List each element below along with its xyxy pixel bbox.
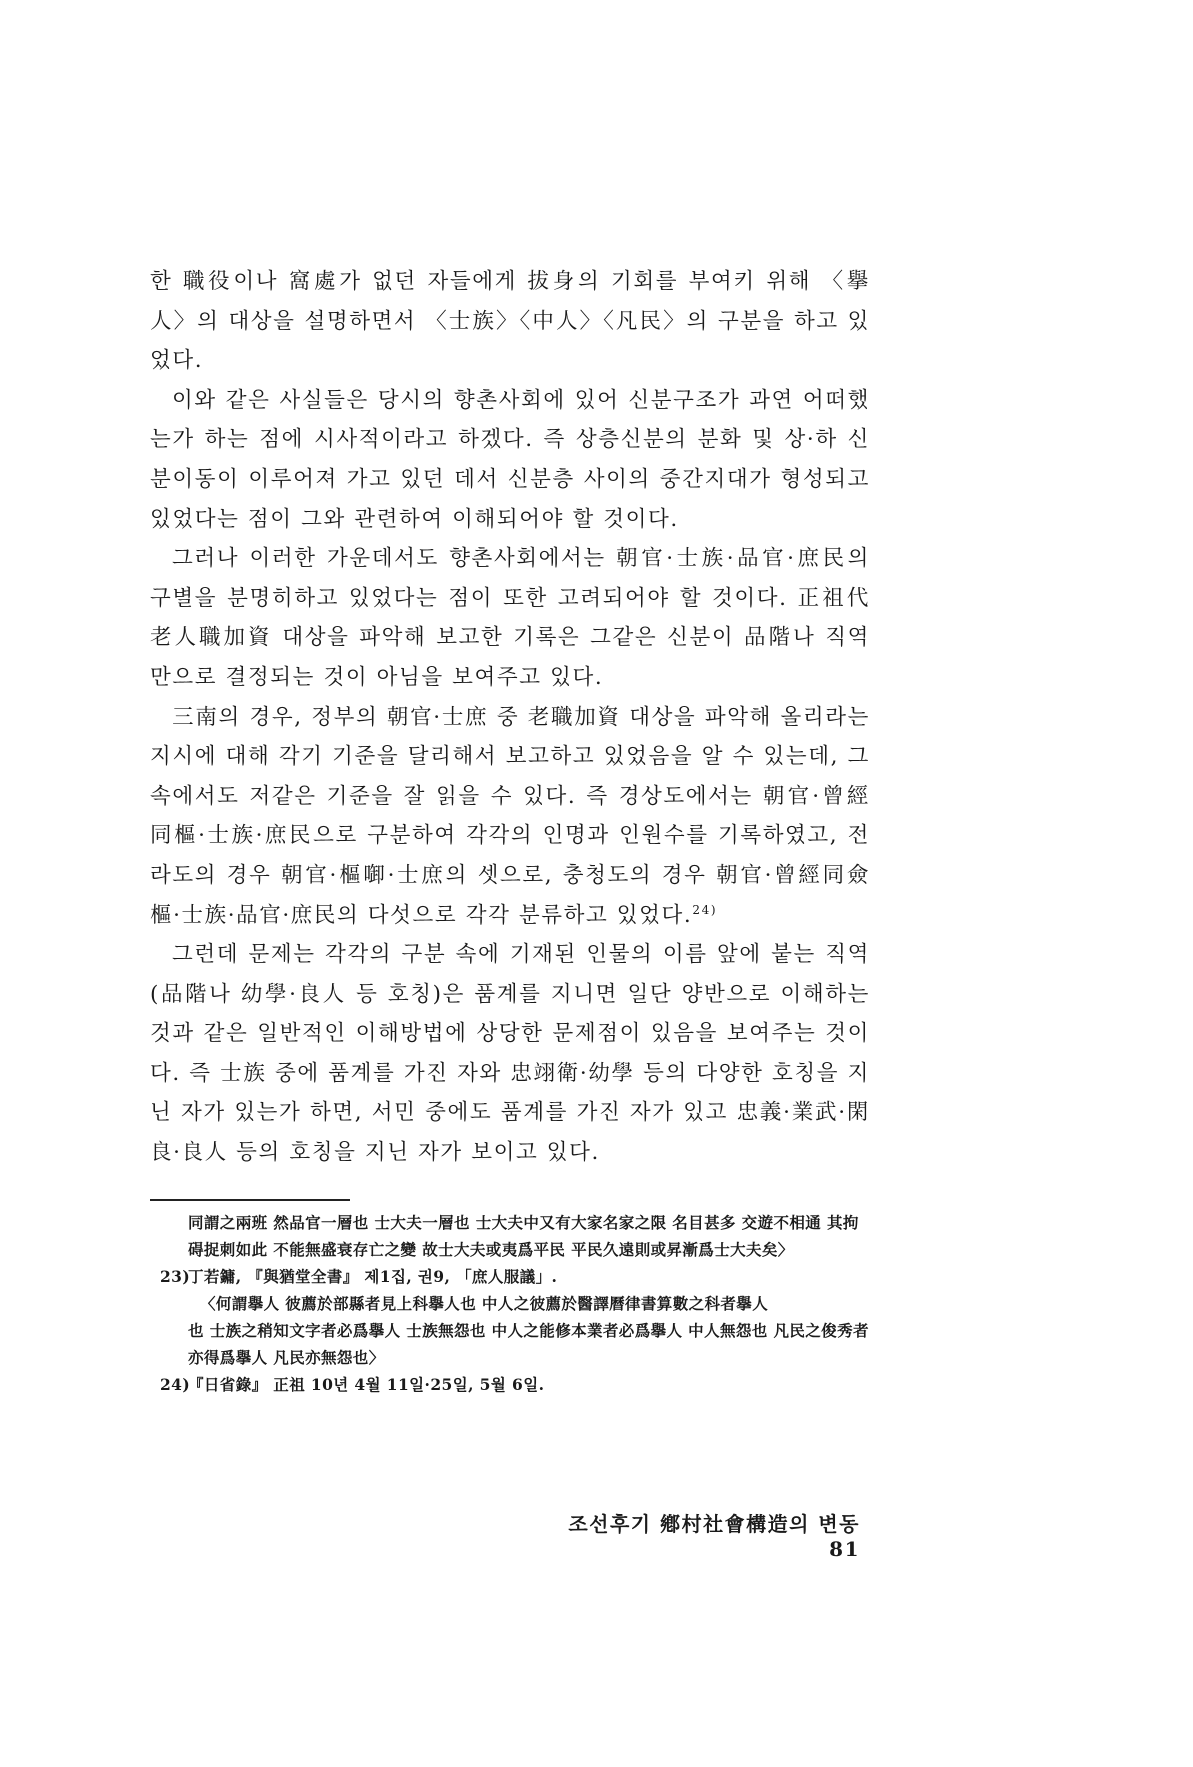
paragraph-4: 三南의 경우, 정부의 朝官·士庶 중 老職加資 대상을 파악해 올리라는 지시에 대해 각기 기준을 달리해서 보고하고 있었음을 알 수 있는데, 그 속에서도 저같은 기준을 잘 읽을 수 있다. 즉 경상도에서는 朝官·曾經同樞·士族·庶民으로 구분하여 각각의 인명과 인원수를 기록하였고, 전라도의 경우 朝官·樞啣·士庶의 셋으로, 충청도의 경우 朝官·曾經同僉樞·士族·品官·庶民의 다섯으로 각각 분류하고 있었다.$^{24)}$: [150, 704, 870, 928]
footnote-number: 24): [160, 1374, 191, 1394]
body-text: [150, 262, 870, 1173]
footnote-number: 23): [160, 1266, 191, 1286]
footnote-divider: [150, 1199, 350, 1201]
running-footer: [530, 1508, 860, 1561]
paragraph-1: 한 職役이나 窩處가 없던 자들에게 拔身의 기회를 부여키 위해 〈擧人〉의 대상을 설명하면서 〈士族〉〈中人〉〈凡民〉의 구분을 하고 있었다.: [150, 269, 870, 374]
footnote-23-quote-line-2: 也 士族之稍知文字者必爲擧人 士族無怨也 中人之能修本業者必爲擧人 中人無怨也 凡民之俊秀者亦得爲擧人 凡民亦無怨也〉: [188, 1320, 869, 1367]
footnotes: [150, 1209, 870, 1398]
footnote-text: 丁若鏞, 『與猶堂全書』 제1집, 권9, 「庶人服議」.: [188, 1266, 558, 1286]
page-content: [150, 262, 870, 1398]
paragraph-5: 그런데 문제는 각각의 구분 속에 기재된 인물의 이름 앞에 붙는 직역(品階나 幼學·良人 등 호칭)은 품계를 지니면 일단 양반으로 이해하는 것과 같은 일반적인 이해방법에 상당한 문제점이 있음을 보여주는 것이다. 즉 士族 중에 품계를 가진 자와 忠翊衛·幼學 등의 다양한 호칭을 지닌 자가 있는가 하면, 서민 중에도 품계를 가진 자가 있고 忠義·業武·閑良·良人 등의 호칭을 지닌 자가 보이고 있다.: [150, 942, 870, 1166]
footnote-24: [150, 1371, 870, 1398]
page-number: 81: [829, 1537, 860, 1561]
footnote-22-continuation: 同謂之兩班 然品官一層也 士大夫一層也 士大夫中又有大家名家之限 名目甚多 交遊不相通 其拘碍捉刺如此 不能無盛衰存亡之變 故士大夫或夷爲平民 平民久遠則或昇漸爲士大夫矣〉: [188, 1212, 859, 1259]
footnote-ref-24[interactable]: 24): [692, 902, 718, 917]
footnote-23-quote-line-1: 〈何謂擧人 彼薦於部縣者見上科擧人也 中人之彼薦於醫譯曆律書算數之科者擧人: [200, 1293, 769, 1313]
paragraph-2: 이와 같은 사실들은 당시의 향촌사회에 있어 신분구조가 과연 어떠했는가 하는 점에 시사적이라고 하겠다. 즉 상층신분의 분화 및 상·하 신분이동이 이루어져 가고 있던 데서 신분층 사이의 중간지대가 형성되고 있었다는 점이 그와 관련하여 이해되어야 할 것이다.: [150, 387, 870, 532]
paragraph-3: 그러나 이러한 가운데서도 향촌사회에서는 朝官·士族·品官·庶民의 구별을 분명히하고 있었다는 점이 또한 고려되어야 할 것이다. 正祖代 老人職加資 대상을 파악해 보고한 기록은 그같은 신분이 品階나 직역만으로 결정되는 것이 아님을 보여주고 있다.: [150, 546, 870, 690]
footnote-23: [150, 1263, 870, 1290]
running-title: 조선후기 鄕村社會構造의 변동: [568, 1512, 860, 1536]
footnote-text: 『日省錄』 正祖 10년 4월 11일·25일, 5월 6일.: [188, 1374, 545, 1394]
